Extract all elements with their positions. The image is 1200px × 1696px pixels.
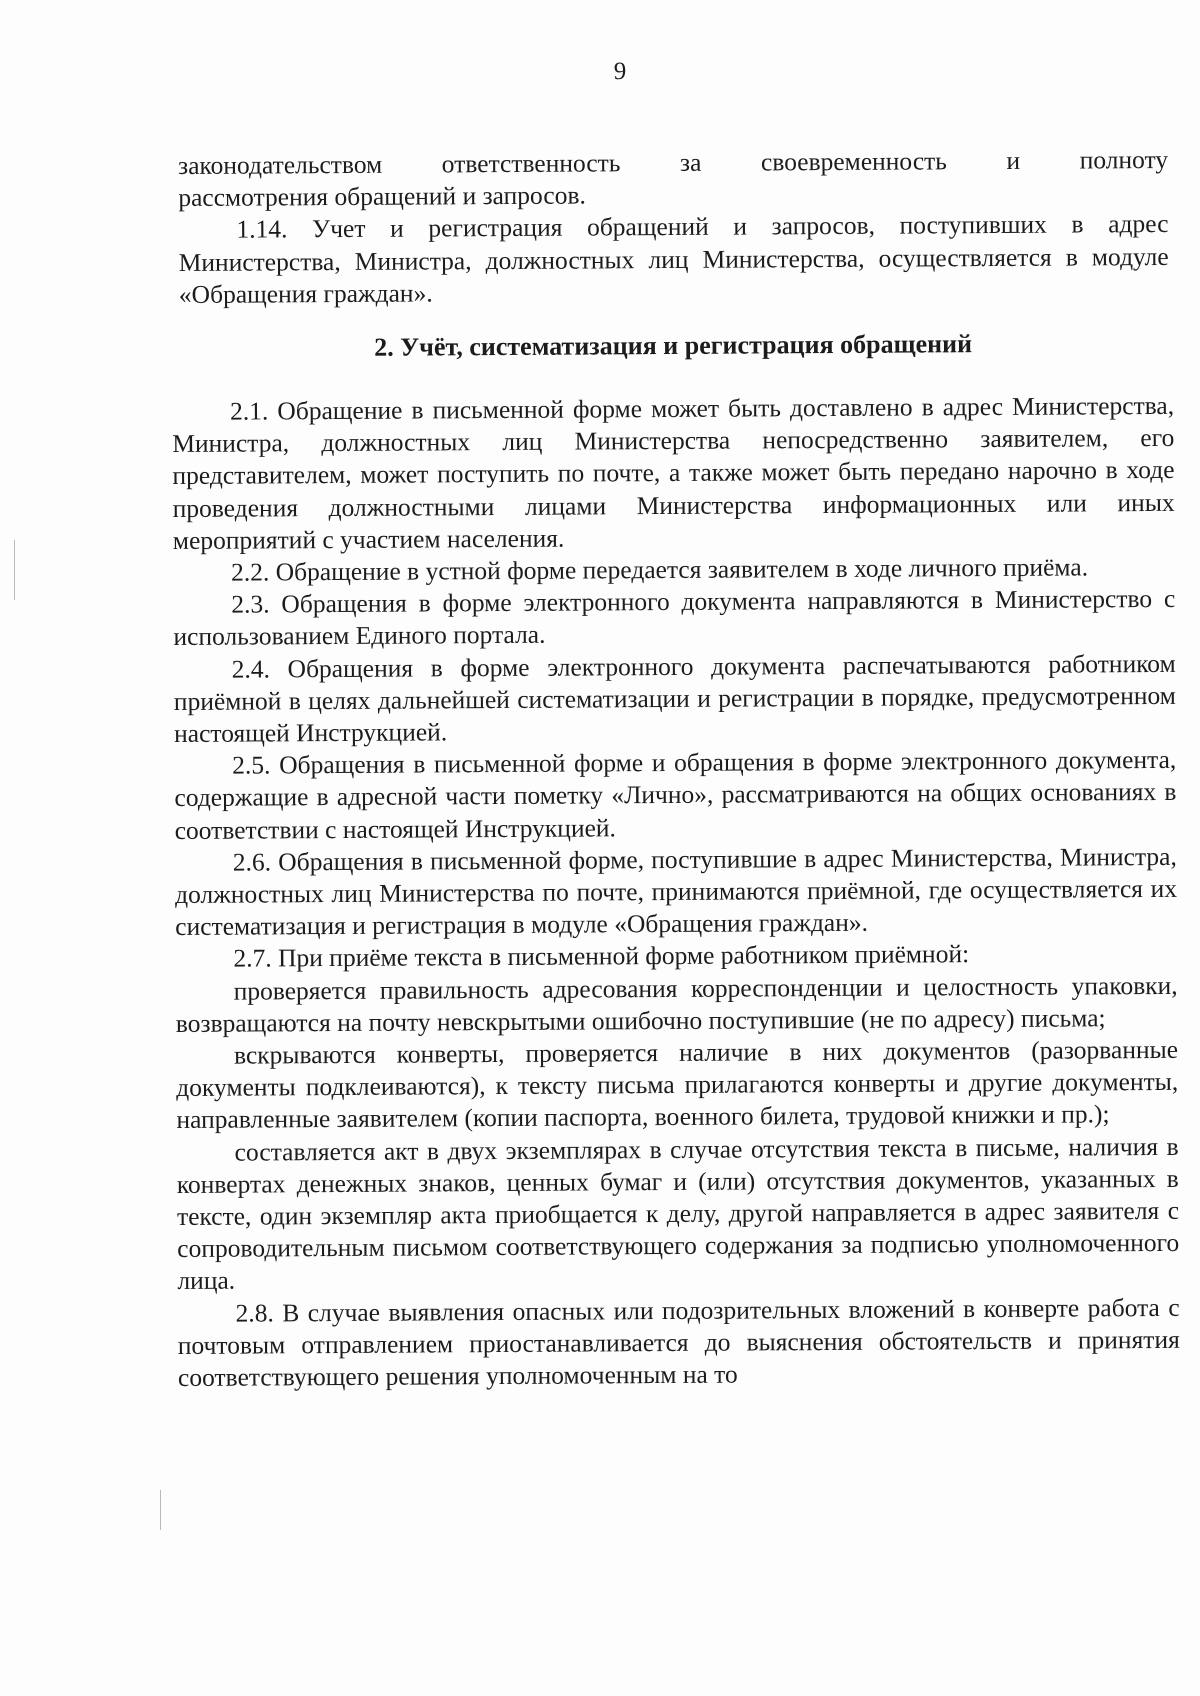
scan-artifact-mark (160, 1490, 161, 1530)
section-text-block (172, 390, 1180, 1394)
paragraph-2-8: 2.8. В случае выявления опасных или подозрительных вложений в конверте работа с почтовым отправлением приостанавливается до выяснения обстоятельств и принятия соответствующего решения уполномоченным на то (177, 1292, 1180, 1393)
paragraph-2-5: 2.5. Обращения в письменной форме и обращения в форме электронного документа, содержащие в адресной части пометку «Лично», рассматриваются на общих основаниях в соответствии с настоящей Инструкцией. (174, 745, 1177, 845)
paragraph-2-1: 2.1. Обращение в письменной форме может быть доставлено в адрес Министерства, Министра, должностных лиц Министерства непосредственно заявителем, его представителем, может поступить по почте, а также может быть передано нарочно в ходе проведения должностными лицами Министерства информационных или иных мероприятий с участием населения. (172, 390, 1175, 555)
page-number: 9 (613, 58, 627, 85)
paragraph-2-2: 2.2. Обращение в устной форме передается заявителем в ходе личного приёма. (230, 552, 1089, 587)
paragraph-2-7-item-3: составляется акт в двух экземплярах в случае отсутствия текста в письме, наличия в конвертах денежных знаков, ценных бумаг и (или) отсутствия документов, указанных в тексте, один экземпляр акта приобщается к делу, другой направляется в адрес заявителя с сопроводительным письмом соответствующего содержания за подписью уполномоченного лица. (176, 1131, 1180, 1296)
paragraph-continuation-end: рассмотрения обращений и запросов. (178, 180, 586, 213)
scan-artifact-mark (14, 540, 15, 600)
paragraph-continuation-line: законодательством ответственность за своевременность и полноту (178, 144, 1169, 180)
paragraph-2-7-item-2: вскрываются конверты, проверяется наличие в них документов (разорванные документы подклеиваются), к тексту письма прилагаются конверты и другие документы, направленные заявителем (копии паспорта, военного билета, трудовой книжки и пр.); (176, 1034, 1179, 1135)
paragraph-2-4: 2.4. Обращения в форме электронного документа распечатываются работником приёмной в целях дальнейшей систематизации и регистрации в порядке, предусмотренном настоящей Инструкцией. (173, 648, 1176, 749)
paragraph-2-7-item-1: проверяется правильность адресования корреспонденции и целостность упаковки, возвращаются на почту невскрытыми ошибочно поступившие (не по адресу) письма; (175, 970, 1178, 1038)
section-heading: 2. Учёт, систематизация и регистрация обращений (374, 329, 973, 362)
section-heading-block (178, 327, 1168, 365)
top-text-block (178, 144, 1169, 311)
paragraph-2-7: 2.7. При приёме текста в письменной форме работником приёмной: (233, 939, 970, 974)
paragraph-1-14: 1.14. Учет и регистрация обращений и запросов, поступивших в адрес Министерства, Министра, должностных лиц Министерства, осуществляется в модуле «Обращения граждан». (178, 209, 1169, 309)
paragraph-2-6: 2.6. Обращения в письменной форме, поступившие в адрес Министерства, Министра, должностных лиц Министерства по почте, принимаются приёмной, где осуществляется их систематизация и регистрация в модуле «Обращения граждан». (174, 841, 1178, 942)
paragraph-2-3: 2.3. Обращения в форме электронного документа направляются в Министерство с использованием Единого портала. (173, 584, 1176, 652)
